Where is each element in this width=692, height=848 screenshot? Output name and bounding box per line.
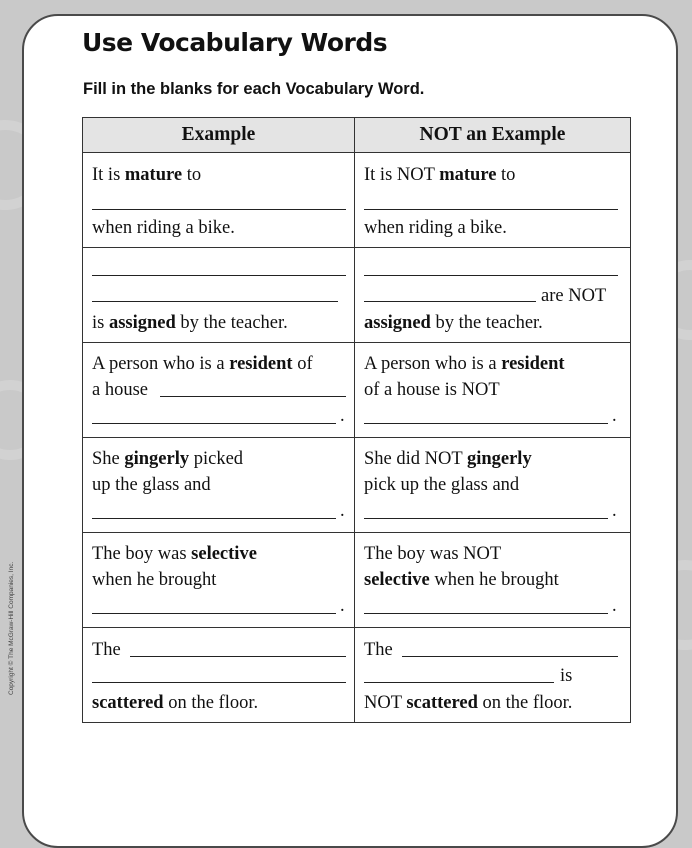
non-example-cell: [355, 153, 631, 248]
example-cell: [83, 628, 355, 723]
end-period: .: [340, 501, 345, 521]
answer-blank[interactable]: [364, 301, 536, 302]
cell-text: up the glass and: [92, 475, 211, 495]
answer-blank[interactable]: [130, 656, 346, 657]
answer-blank[interactable]: [160, 396, 346, 397]
answer-blank[interactable]: [364, 518, 608, 519]
table-row-assigned: [83, 248, 631, 343]
cell-text: on the floor.: [168, 693, 259, 713]
non-example-cell: [355, 343, 631, 438]
non-example-cell: [355, 628, 631, 723]
vocab-word: mature: [439, 165, 497, 185]
vocab-word: assigned: [364, 313, 431, 333]
non-example-cell: [355, 533, 631, 628]
end-period: .: [612, 596, 617, 616]
end-period: .: [612, 501, 617, 521]
cell-text: is: [92, 313, 105, 333]
table-row-gingerly: [83, 438, 631, 533]
example-cell: [83, 533, 355, 628]
answer-blank[interactable]: [364, 209, 618, 210]
non-example-cell: [355, 248, 631, 343]
cell-text: A person who is a: [92, 354, 225, 374]
cell-text: The: [92, 640, 121, 660]
answer-blank[interactable]: [92, 423, 336, 424]
answer-blank[interactable]: [364, 613, 608, 614]
cell-text: when riding a bike.: [92, 218, 235, 238]
cell-text: when he brought: [92, 570, 217, 590]
cell-text: when he brought: [434, 570, 559, 590]
cell-text: It is: [92, 165, 121, 185]
cell-text: The boy was: [92, 544, 187, 564]
vocab-word: scattered: [406, 693, 478, 713]
cell-text: on the floor.: [482, 693, 573, 713]
cell-text: A person who is a: [364, 354, 497, 374]
header-not-example: NOT an Example: [355, 118, 631, 153]
instructions: Fill in the blanks for each Vocabulary Word.: [83, 80, 425, 98]
table-row-scattered: [83, 628, 631, 723]
table-header-row: [83, 118, 631, 153]
answer-blank[interactable]: [92, 613, 336, 614]
cell-text: are NOT: [541, 286, 607, 306]
vocab-word: mature: [124, 165, 183, 185]
answer-blank[interactable]: [92, 682, 346, 683]
vocab-word: resident: [229, 354, 293, 374]
end-period: .: [340, 596, 345, 616]
cell-text: of a house is NOT: [364, 380, 500, 400]
vocab-word: resident: [501, 354, 565, 374]
answer-blank[interactable]: [92, 518, 336, 519]
answer-blank[interactable]: [92, 209, 346, 210]
vocab-word: selective: [364, 570, 430, 590]
cell-text: It is NOT: [364, 165, 435, 185]
vocab-word: gingerly: [124, 449, 190, 469]
cell-text: to: [186, 165, 202, 185]
vocabulary-table: [82, 117, 631, 723]
vocab-word: gingerly: [466, 449, 532, 469]
answer-blank[interactable]: [364, 682, 554, 683]
cell-text: is: [560, 666, 573, 686]
cell-text: by the teacher.: [435, 313, 543, 333]
end-period: .: [612, 406, 617, 426]
answer-blank[interactable]: [92, 275, 346, 276]
vocab-word: assigned: [108, 313, 176, 333]
cell-text: a house: [92, 380, 148, 400]
table-row-resident: [83, 343, 631, 438]
vocab-word: selective: [191, 544, 257, 564]
cell-text: pick up the glass and: [364, 475, 520, 495]
answer-blank[interactable]: [364, 423, 608, 424]
copyright-notice: Copyright © The McGraw-Hill Companies, Inc.: [8, 561, 15, 695]
page-title: Use Vocabulary Words: [82, 28, 388, 57]
example-cell: [83, 438, 355, 533]
table-row-mature: [83, 153, 631, 248]
cell-text: The: [364, 640, 393, 660]
example-cell: [83, 248, 355, 343]
cell-text: picked: [193, 449, 244, 469]
example-cell: [83, 343, 355, 438]
answer-blank[interactable]: [402, 656, 618, 657]
end-period: .: [340, 406, 345, 426]
cell-text: She: [92, 449, 120, 469]
cell-text: to: [501, 165, 516, 185]
cell-text: of: [297, 354, 313, 374]
header-example: Example: [83, 118, 355, 153]
cell-text: when riding a bike.: [364, 218, 507, 238]
cell-text: She did NOT: [364, 449, 463, 469]
example-cell: [83, 153, 355, 248]
cell-text: NOT: [364, 693, 402, 713]
answer-blank[interactable]: [92, 301, 338, 302]
cell-text: The boy was NOT: [364, 544, 502, 564]
vocab-word: scattered: [92, 693, 164, 713]
answer-blank[interactable]: [364, 275, 618, 276]
non-example-cell: [355, 438, 631, 533]
cell-text: by the teacher.: [180, 313, 288, 333]
table-row-selective: [83, 533, 631, 628]
